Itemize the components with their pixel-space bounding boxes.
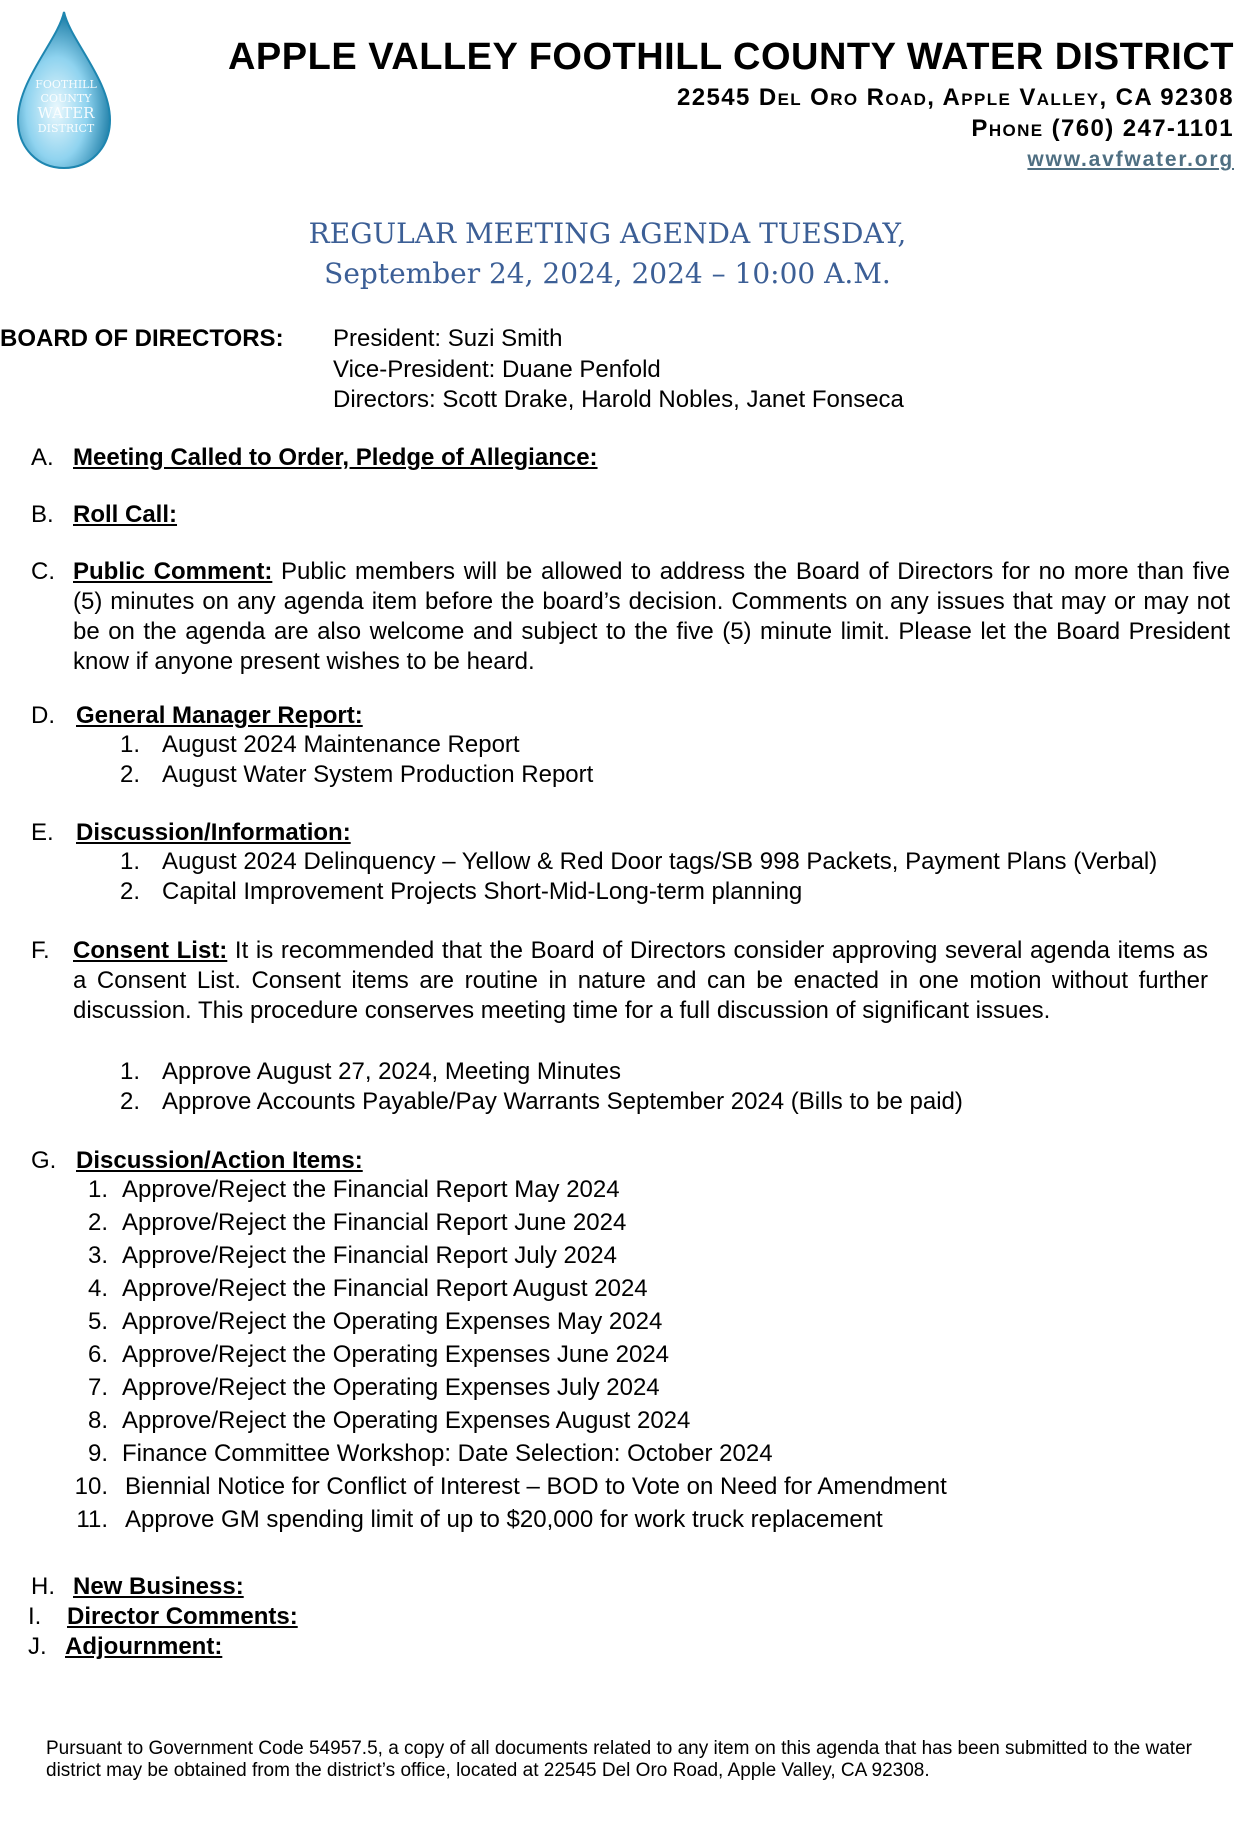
item-number: 9. <box>87 1440 108 1467</box>
meeting-title: REGULAR MEETING AGENDA TUESDAY, <box>308 217 907 250</box>
website-link[interactable]: www.avfwater.org <box>1027 148 1234 171</box>
logo-text-line: COUNTY <box>40 92 92 105</box>
item-text: Approve/Reject the Financial Report June 2024 <box>122 1209 627 1236</box>
section-letter: I. <box>28 1603 42 1630</box>
item-text: Finance Committee Workshop: Date Selection: October 2024 <box>122 1440 773 1467</box>
section-letter: C. <box>31 558 55 585</box>
item-number: 10. <box>74 1473 108 1500</box>
board-president: President: Suzi Smith <box>333 325 563 352</box>
organization-name: APPLE VALLEY FOOTHILL COUNTY WATER DISTRICT <box>227 36 1234 78</box>
section-text: It is recommended that the Board of Directors consider approving several agenda items as a Consent List. Consent items are routine in nature and can be enacted in one motion without further discussion. This procedure conserves meeting time for a full discussion of significant issues. <box>73 937 1208 1024</box>
item-number: 7. <box>87 1374 108 1401</box>
board-label: BOARD OF DIRECTORS: <box>0 325 284 352</box>
board-vice-president: Vice-President: Duane Penfold <box>333 356 661 383</box>
item-number: 2. <box>119 1088 140 1115</box>
section-title: Adjournment: <box>65 1633 223 1660</box>
section-letter: A. <box>31 444 54 471</box>
item-number: 11. <box>76 1506 108 1533</box>
item-number: 6. <box>87 1341 108 1368</box>
item-number: 1. <box>87 1176 108 1203</box>
item-number: 4. <box>87 1275 108 1302</box>
board-directors: Directors: Scott Drake, Harold Nobles, Janet Fonseca <box>333 386 904 413</box>
public-comment-paragraph <box>73 557 1230 677</box>
item-text: Approve GM spending limit of up to $20,000 for work truck replacement <box>125 1506 883 1533</box>
item-text: August 2024 Delinquency – Yellow & Red Door tags/SB 998 Packets, Payment Plans (Verbal) <box>162 848 1158 875</box>
section-title: Discussion/Information: <box>76 819 351 846</box>
logo-text-line: DISTRICT <box>37 122 95 135</box>
item-number: 3. <box>87 1242 108 1269</box>
item-text: Approve Accounts Payable/Pay Warrants September 2024 (Bills to be paid) <box>162 1088 963 1115</box>
organization-address: 22545 Del Oro Road, Apple Valley, CA 92308 <box>677 84 1234 111</box>
item-text: Biennial Notice for Conflict of Interest – BOD to Vote on Need for Amendment <box>125 1473 947 1500</box>
section-title: Roll Call: <box>73 501 178 528</box>
item-text: Approve/Reject the Operating Expenses August 2024 <box>122 1407 691 1434</box>
item-text: Approve/Reject the Financial Report May 2024 <box>122 1176 620 1203</box>
item-text: Approve/Reject the Financial Report July 2024 <box>122 1242 617 1269</box>
section-letter: J. <box>28 1633 47 1660</box>
section-letter: F. <box>31 937 50 964</box>
organization-phone: Phone (760) 247-1101 <box>971 115 1234 142</box>
section-letter: D. <box>31 702 55 729</box>
section-title: New Business: <box>73 1573 244 1600</box>
item-text: August 2024 Maintenance Report <box>162 731 520 758</box>
section-text: Public members will be allowed to address the Board of Directors for no more than five (5) minutes on any agenda item before the board’s decision. Comments on any issues that may or may not be on the agenda are also welcome and subject to the five (5) minute limit. Please let the Board President know if anyone present wishes to be heard. <box>73 558 1230 675</box>
item-number: 2. <box>87 1209 108 1236</box>
item-number: 2. <box>119 761 140 788</box>
item-text: Approve/Reject the Operating Expenses July 2024 <box>122 1374 660 1401</box>
meeting-date: September 24, 2024, 2024 – 10:00 A.M. <box>324 257 891 290</box>
footer-notice: Pursuant to Government Code 54957.5, a copy of all documents related to any item on this agenda that has been submitted to the water district may be obtained from the district’s office, located at 22545 Del Oro Road, Apple Valley, CA 92308. <box>46 1738 1192 1781</box>
section-title: Director Comments: <box>67 1603 298 1630</box>
item-number: 8. <box>87 1407 108 1434</box>
section-title: Discussion/Action Items: <box>76 1147 363 1174</box>
item-text: August Water System Production Report <box>162 761 594 788</box>
logo-text-line: FOOTHILL <box>35 78 97 91</box>
section-letter: B. <box>31 501 54 528</box>
item-number: 5. <box>87 1308 108 1335</box>
item-number: 1. <box>119 1058 140 1085</box>
section-title: Meeting Called to Order, Pledge of Allegiance: <box>73 444 598 471</box>
item-text: Approve/Reject the Operating Expenses June 2024 <box>122 1341 670 1368</box>
logo-text-line: WATER <box>37 104 95 122</box>
district-logo <box>12 10 116 170</box>
section-title: Consent List: <box>73 937 228 964</box>
item-number: 1. <box>119 731 140 758</box>
item-text: Approve August 27, 2024, Meeting Minutes <box>162 1058 621 1085</box>
item-text: Approve/Reject the Financial Report August 2024 <box>122 1275 648 1302</box>
section-letter: H. <box>31 1573 55 1600</box>
section-title: General Manager Report: <box>76 702 363 729</box>
section-letter: G. <box>31 1147 57 1174</box>
section-title: Public Comment: <box>73 558 273 585</box>
section-letter: E. <box>31 819 54 846</box>
item-text: Capital Improvement Projects Short-Mid-Long-term planning <box>162 878 803 905</box>
item-number: 2. <box>119 878 140 905</box>
item-text: Approve/Reject the Operating Expenses May 2024 <box>122 1308 663 1335</box>
consent-list-paragraph <box>73 936 1208 1026</box>
item-number: 1. <box>119 848 140 875</box>
